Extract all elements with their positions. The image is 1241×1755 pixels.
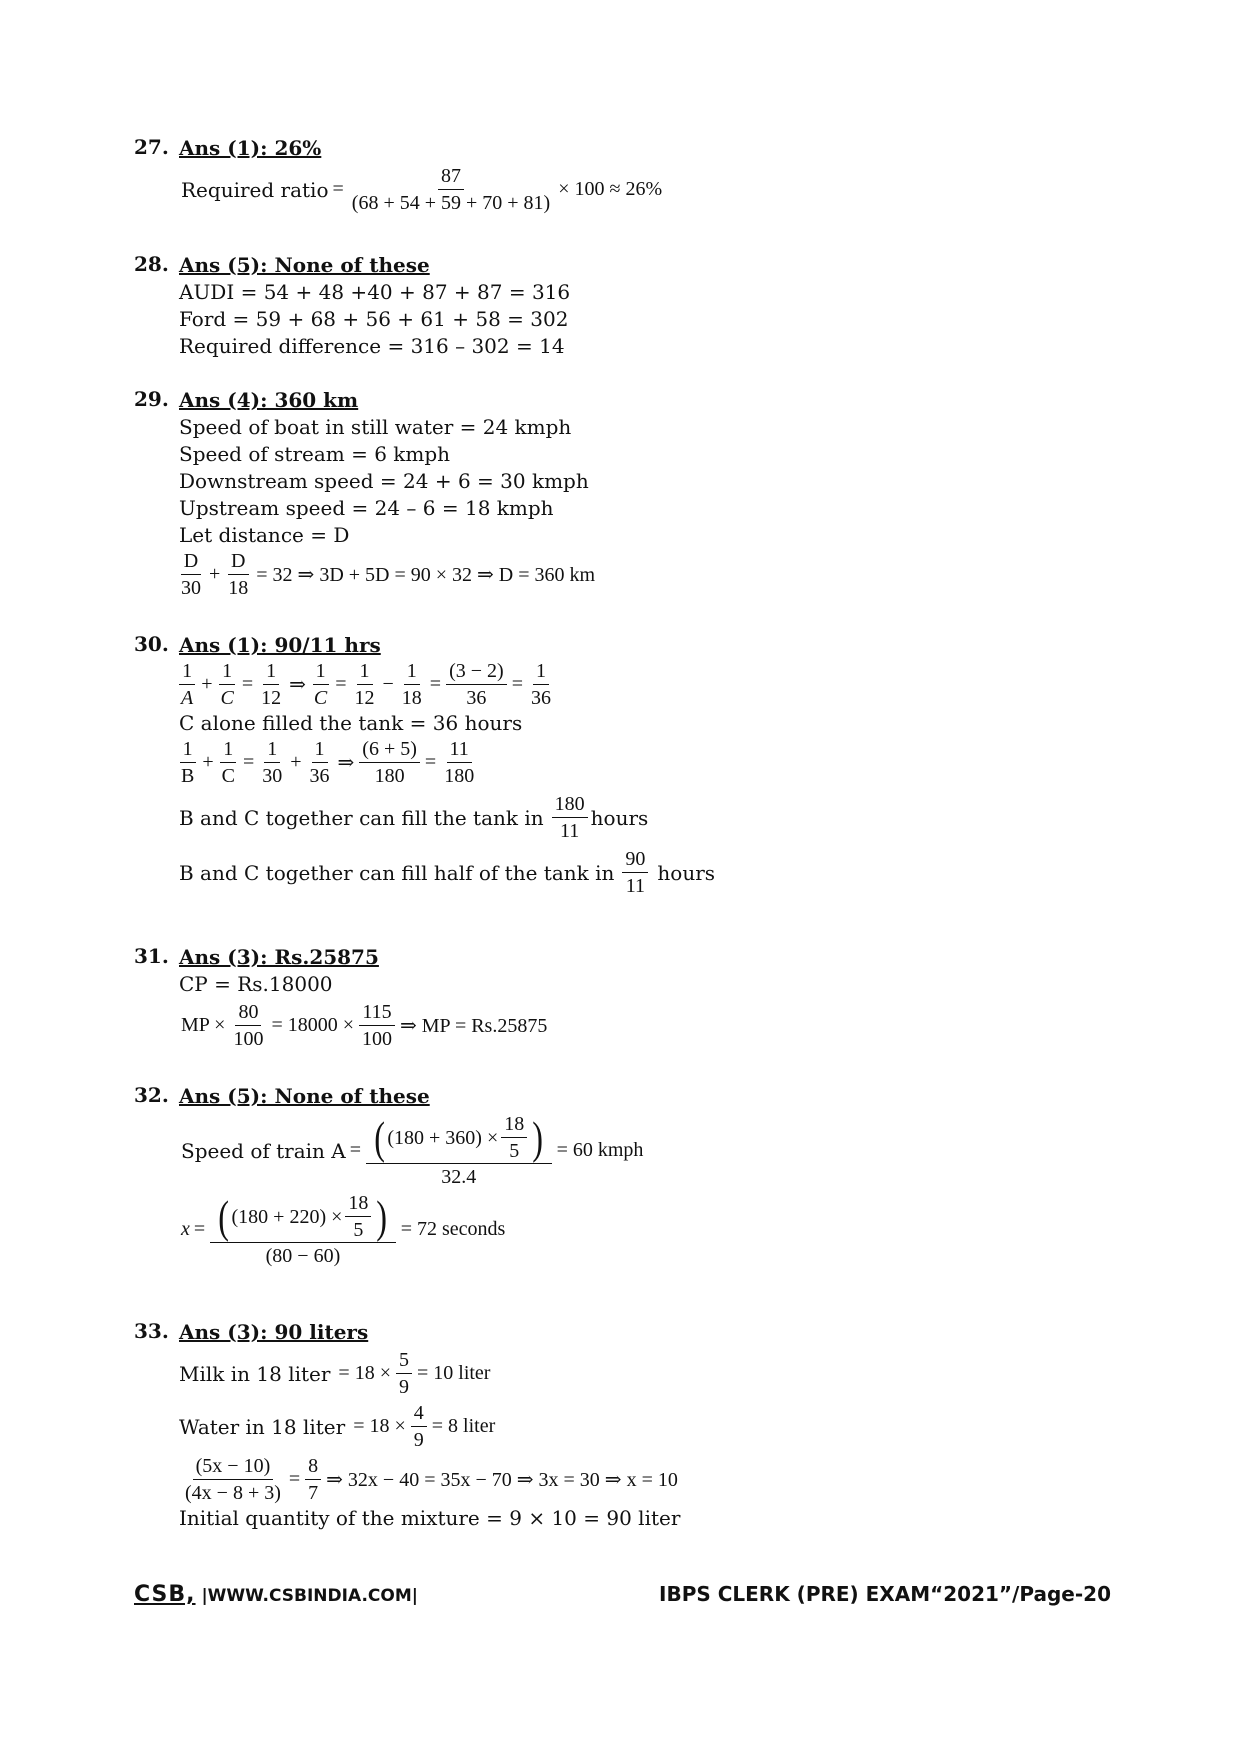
variable: x [181,1218,190,1240]
denominator: A [181,687,194,709]
plus: + [209,563,221,585]
numerator: 1 [312,737,328,763]
denominator: 12 [354,687,375,709]
denominator: (68 + 54 + 59 + 70 + 81) [351,192,551,214]
result: = 60 kmph [556,1139,644,1161]
label: Required ratio [181,177,329,202]
numerator: D [181,549,201,575]
denominator: 5 [353,1219,364,1241]
op: ⇒ [289,674,306,696]
numerator: 1 [179,659,195,685]
question-number: 30. [134,632,169,656]
question-number: 28. [134,252,169,276]
denominator: C [221,765,235,787]
denominator: 11 [560,820,580,842]
paren: ) [376,1190,388,1242]
denominator: 5 [509,1140,520,1162]
equation [179,164,1029,215]
numerator: 5 [396,1348,412,1374]
equation-1 [175,659,1029,710]
answer-heading: Ans (1): 26% [179,136,322,160]
op: = [429,673,442,695]
denominator: 100 [233,1028,264,1050]
label: Milk in 18 liter [179,1361,331,1386]
numerator: 1 [404,659,420,685]
text: hours [657,860,716,885]
result: = 72 seconds [400,1218,506,1240]
numerator: 87 [438,164,464,190]
equals: = [349,1139,362,1161]
text-line: C alone filled the tank = 36 hours [179,711,523,735]
denominator: 7 [308,1482,319,1504]
equals: = [193,1218,206,1240]
equation-ratio [179,1454,1029,1505]
op: − [382,673,394,695]
denominator: 180 [444,765,475,787]
text: hours [590,805,649,830]
numerator: 18 [501,1112,527,1138]
op: = [511,673,523,695]
denominator: C [313,687,328,709]
op: = [424,751,437,773]
op: + [201,673,213,695]
result: = 8 liter [431,1415,496,1437]
text: B and C together can fill the tank in [179,805,544,830]
denominator: 180 [374,765,405,787]
paren: ( [374,1111,386,1163]
question-number: 33. [134,1319,169,1343]
denominator: 36 [466,687,487,709]
text-line: Downstream speed = 24 + 6 = 30 kmph [179,469,589,493]
text: B and C together can fill half of the tank in [179,860,615,885]
denominator: 32.4 [441,1166,477,1188]
denominator: B [181,765,195,787]
denominator: (80 − 60) [265,1245,341,1267]
op: ⇒ [337,752,355,774]
numerator: 90 [622,847,648,873]
equals: = [332,178,344,200]
answer-heading: Ans (3): Rs.25875 [179,945,379,969]
denominator: C [220,687,234,709]
numerator: 1 [263,659,279,685]
numerator: D [228,549,248,575]
label: Water in 18 liter [179,1414,346,1439]
numerator: 1 [533,659,549,685]
numerator: 1 [357,659,373,685]
text-line: Upstream speed = 24 – 6 = 18 kmph [179,496,554,520]
numerator: 4 [411,1401,427,1427]
answer-heading: Ans (5): None of these [179,1084,430,1108]
text-line: CP = Rs.18000 [179,972,333,996]
numerator: 80 [235,1000,261,1026]
numerator: (180 + 220) × [231,1205,343,1228]
denominator: 36 [309,765,330,787]
text-line: Ford = 59 + 68 + 56 + 61 + 58 = 302 [179,307,569,331]
result: ⇒ MP = Rs.25875 [400,1015,548,1037]
denominator: 12 [261,687,282,709]
numerator: 1 [219,659,235,685]
denominator: 18 [228,577,249,599]
result: = 10 liter [416,1362,491,1384]
text-line: Speed of boat in still water = 24 kmph [179,415,572,439]
answer-heading: Ans (3): 90 liters [179,1320,369,1344]
numerator: (180 + 360) × [387,1126,499,1149]
op: + [202,751,214,773]
op: = [241,673,254,695]
question-number: 31. [134,944,169,968]
numerator: 115 [359,1000,394,1026]
numerator: 18 [345,1191,371,1217]
denominator: 18 [401,687,422,709]
op: = [242,751,255,773]
result: ⇒ 32x − 40 = 35x − 70 ⇒ 3x = 30 ⇒ x = 10 [326,1469,678,1491]
equation [175,549,1029,600]
text-with-fraction [179,847,1029,898]
numerator: 1 [180,737,196,763]
result: = 32 ⇒ 3D + 5D = 90 × 32 ⇒ D = 360 km [256,564,596,586]
answer-heading: Ans (1): 90/11 hrs [179,633,381,657]
numerator: 11 [447,737,472,763]
equation-water [179,1401,1029,1452]
question-number: 32. [134,1083,169,1107]
equation-time [179,1191,1029,1268]
text: = 18 × [353,1415,406,1437]
denominator: 30 [181,577,201,599]
text: MP × [181,1014,226,1036]
numerator: 1 [220,737,236,763]
fraction [210,1191,396,1268]
equals: = [288,1468,301,1490]
denominator: 100 [362,1028,393,1050]
answer-heading: Ans (4): 360 km [179,388,359,412]
denominator: 36 [530,687,551,709]
numerator: (3 − 2) [446,659,507,685]
label: Speed of train A [181,1138,346,1163]
text: = 18000 × [271,1014,355,1036]
numerator: (6 + 5) [359,737,420,763]
website-url: |WWW.CSBINDIA.COM| [195,1586,418,1606]
equation-speed [179,1112,1029,1189]
footer-brand [134,1582,418,1607]
equation-milk [179,1348,1029,1399]
denominator: 9 [398,1376,409,1398]
question-number: 27. [134,135,169,159]
text: = 18 × [338,1362,391,1384]
answer-heading: Ans (5): None of these [179,253,430,277]
denominator: 30 [262,765,283,787]
text-with-fraction [179,792,1029,843]
text-line: Required difference = 316 – 302 = 14 [179,334,565,358]
question-number: 29. [134,387,169,411]
brand-logo: CSB, [134,1582,196,1607]
paren: ) [532,1111,544,1163]
fraction [349,164,553,215]
text-line: AUDI = 54 + 48 +40 + 87 + 87 = 316 [179,280,571,304]
paren: ( [218,1190,230,1242]
numerator: 180 [552,792,588,818]
numerator: (5x − 10) [193,1454,274,1480]
result: × 100 ≈ 26% [558,178,663,200]
equation-2 [175,737,1029,788]
op: + [290,751,302,773]
text-line: Speed of stream = 6 kmph [179,442,451,466]
numerator: 8 [305,1454,321,1480]
denominator: 11 [625,875,646,897]
denominator: (4x − 8 + 3) [185,1482,281,1504]
numerator: 1 [313,659,329,685]
fraction [366,1112,552,1189]
numerator: 1 [264,737,280,763]
op: = [335,673,347,695]
denominator: 9 [413,1429,424,1451]
text-line: Initial quantity of the mixture = 9 × 10 = 90 liter [179,1506,681,1530]
text-line: Let distance = D [179,523,350,547]
equation [179,1000,1029,1051]
footer-page-info: IBPS CLERK (PRE) EXAM“2021”/Page-20 [659,1582,1111,1606]
